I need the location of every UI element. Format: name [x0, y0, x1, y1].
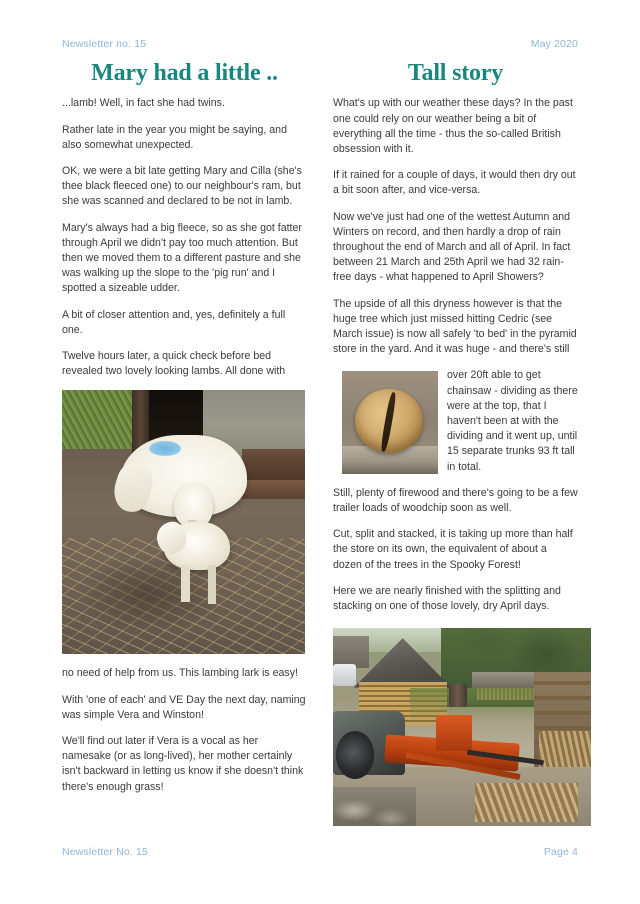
left-paragraph-1: ...lamb! Well, in fact she had twins. — [62, 97, 225, 110]
right-paragraph-3: Now we've just had one of the wettest Autumn and Winters on record, and then hardly a drop of rain throughout the end of March and all of April. In fact between 21 March and 25th April we had 32 rain-free days - what happened to April Showers? — [333, 210, 571, 284]
page-footer — [62, 844, 578, 860]
right-paragraph-4: The upside of all this dryness however is that the huge tree which just missed hitting Cedric (see March issue) is now all safely 'to bed' in the pyramid store in the yard. And it was huge - and there's still — [333, 297, 577, 356]
photo-foreground-rocks — [333, 787, 416, 827]
two-column-body — [62, 60, 578, 826]
sheep-and-lambs-photo — [62, 390, 305, 654]
photo-foreground-logs — [475, 783, 578, 823]
footer-newsletter-number: Newsletter No. 15 — [62, 846, 149, 858]
left-paragraph-2: Rather late in the year you might be saying, and also somewhat unexpected. — [62, 123, 287, 151]
photo-lamb-front-hindleg — [208, 565, 217, 605]
right-column-headline: Tall story — [407, 60, 504, 86]
header-issue-date: May 2020 — [530, 38, 578, 50]
right-column — [333, 60, 578, 826]
split-log-photo — [342, 371, 438, 474]
left-paragraph-3: OK, we were a bit late getting Mary and Cilla (she's thee black fleeced one) to our neighbour's ram, but she was scanned and declared to be not in lamb. — [62, 165, 302, 208]
photo-log-splitter-head — [436, 715, 472, 751]
left-paragraph-5: A bit of closer attention and, yes, definitely a full one. — [62, 308, 286, 336]
photo-barrel — [449, 684, 467, 708]
left-paragraph-9: We'll find out later if Vera is a vocal as her namesake (or as long-lived), her mother certainly isn't backward in letting us know if she doesn't think there's enough grass! — [62, 735, 304, 793]
right-paragraph-1: What's up with our weather these days? In the past one could rely on our weather being a bit of everything all the time - thus the so-called British obsession with it. — [333, 97, 573, 155]
left-paragraph-6: Twelve hours later, a quick check before bed revealed two lovely looking lambs. All done with — [62, 350, 286, 378]
left-paragraph-8: With 'one of each' and VE Day the next day, naming was simple Vera and Winston! — [62, 693, 306, 721]
left-paragraph-7: no need of help from us. This lambing lark is easy! — [62, 667, 298, 680]
left-column — [62, 60, 307, 826]
photo-grass-strip — [410, 688, 539, 724]
header-newsletter-number: Newsletter no. 15 — [62, 38, 147, 50]
log-splitter-photo — [333, 628, 591, 826]
right-wrapped-paragraph: over 20ft able to get chainsaw - dividing as there were at the top, that I haven't been at with the dividing and it went up, until 15 separate trunks 93 ft tall in total. — [447, 369, 578, 473]
wrapped-text-block — [333, 368, 578, 485]
left-column-headline: Mary had a little .. — [91, 60, 278, 86]
left-paragraph-4: Mary's always had a big fleece, so as she got fatter through April we didn't pay too much attention. But then we moved them to a different pasture and she was walking up the slope to the 'pig run' and I spotted a sizeable udder. — [62, 221, 302, 295]
photo-lamb-front-foreleg — [181, 565, 190, 602]
photo-wooden-plank-upper — [242, 449, 305, 481]
page-header — [62, 36, 578, 52]
right-paragraph-6: Cut, split and stacked, it is taking up more than half the store on its own, the equivalent of about a dozen of the trees in the Spooky Forest! — [333, 528, 573, 571]
photo-white-car — [333, 664, 356, 686]
footer-page-number: Page 4 — [543, 846, 578, 858]
photo-tractor-wheel — [336, 731, 375, 779]
photo-wooden-plank-lower — [242, 480, 305, 498]
right-paragraph-7: Here we are nearly finished with the splitting and stacking on one of those lovely, dry April days. — [333, 584, 561, 613]
right-paragraph-5: Still, plenty of firewood and there's going to be a few trailer loads of woodchip soon as well. — [333, 486, 578, 515]
right-paragraph-2: If it rained for a couple of days, it would then dry out a bit soon after, and vice-versa. — [333, 169, 576, 197]
